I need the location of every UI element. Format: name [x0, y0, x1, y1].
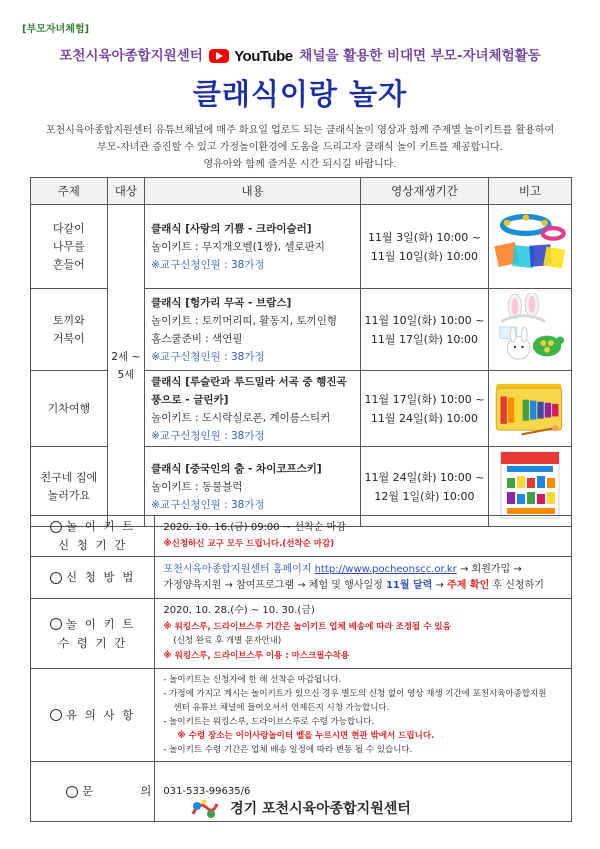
subject-line: 나무를 [52, 239, 85, 253]
col-header-note: 비고 [488, 178, 571, 205]
header-line [0, 44, 600, 65]
contact-value: 031-533-99635/6 [155, 762, 572, 822]
page-title: 클래식이랑 놀자 [192, 77, 408, 111]
classic-title: 클래식 [중국인의 춤 - 차이코프스키] [151, 462, 322, 475]
subject-line: 흔들어 [52, 257, 85, 271]
apply-note: ※신청하신 교구 모두 드립니다.(선착순 마감) [163, 539, 335, 549]
caution-item: - 가정에 가지고 계시는 놀이키트가 있으신 경우 별도의 신청 없이 영상 재생 기간에 포천시육아종합지원 [163, 689, 547, 699]
home-prep: 홈스쿨준비 : 색연필 [151, 332, 243, 345]
period-start: 11월 17일(화) 10:00 ~ [364, 392, 485, 406]
caution-value [155, 669, 572, 762]
label-line: 신 청 방 법 [66, 570, 136, 584]
subject-line: 기차여행 [47, 401, 91, 415]
receive-date: 2020. 10. 28.(수) ~ 10. 30.(금) [163, 605, 315, 616]
label-line: 놀 이 키 트 [66, 519, 136, 533]
label-apply-period [31, 516, 155, 557]
center-logo-icon [189, 798, 219, 820]
subject-line: 다같이 [52, 221, 85, 235]
circle-bullet-icon [50, 521, 62, 533]
period-end: 12월 1일(화) 10:00 [374, 489, 475, 503]
category-tag: [부모자녀체험] [22, 24, 90, 35]
caution-item: ※ 수령 장소는 어이사랑놀이터 벨을 누르시면 현관 밖에서 드립니다. [177, 731, 435, 741]
caution-item: 센터 유튜브 채널에 들어오셔서 언제든지 시청 가능합니다. [173, 703, 390, 713]
kit-items: 놀이키트 : 동물블럭 [151, 480, 243, 493]
period-end: 11월 10일(화) 10:00 [370, 249, 479, 263]
youtube-wordmark: YouTube [234, 47, 293, 65]
label-line: 놀 이 키 트 [66, 616, 136, 631]
footer [0, 798, 600, 820]
program-table [30, 177, 572, 527]
classic-title: 클래식 [루슬란과 루드밀라 서곡 중 행진곡 풍으로 - 글린카] [151, 375, 347, 406]
method-arrow: → [432, 579, 448, 591]
label-caution [31, 669, 155, 762]
intro-text [30, 122, 570, 173]
table-header-row [31, 178, 572, 205]
info-row [31, 516, 572, 557]
label-line: 문 의 [81, 784, 154, 798]
subject-cell [31, 289, 108, 371]
label-line: 수 령 기 간 [58, 635, 128, 650]
period-cell [361, 289, 489, 371]
period-end: 11월 17일(화) 10:00 [370, 332, 479, 346]
period-start: 11월 24일(화) 10:00 ~ [364, 470, 485, 484]
info-row [31, 599, 572, 669]
receive-note: (신청 완료 후 개별 문자안내) [173, 636, 282, 646]
youtube-play-icon [209, 49, 229, 63]
content-cell [145, 205, 361, 289]
homepage-link[interactable]: http://www.pocheonscc.or.kr [314, 563, 457, 575]
subject-line: 놀러가요 [47, 488, 91, 502]
col-header-content: 내용 [145, 178, 361, 205]
header-desc: 채널을 활용한 비대면 부모-자녀체험활동 [299, 48, 541, 64]
applicant-count: ※교구신청인원 : 38가정 [151, 258, 265, 271]
intro-line: 영유아와 함께 즐거운 시간 되시길 바랍니다. [203, 159, 397, 170]
subject-cell [31, 371, 108, 447]
note-cell [488, 371, 571, 447]
info-table [30, 515, 572, 822]
classic-title: 클래식 [헝가리 무곡 - 브람스] [151, 296, 292, 309]
method-confirm: 주제 확인 [447, 579, 490, 591]
target-age-cell [107, 205, 144, 527]
youtube-logo [209, 48, 292, 65]
rabbit-turtle-image [490, 293, 570, 363]
intro-line: 부모-자녀관 증진할 수 있고 가정놀이환경에 도움을 드리고자 클래식 놀이 키트를 제공합니다. [97, 142, 503, 153]
applicant-count: ※교구신청인원 : 38가정 [151, 350, 265, 363]
circle-bullet-icon [50, 572, 62, 584]
subject-cell [31, 205, 108, 289]
info-row [31, 669, 572, 762]
method-step: → 회원가입 → [456, 563, 522, 575]
period-cell [361, 205, 489, 289]
content-cell [145, 371, 361, 447]
subject-line: 친구네 집에 [40, 470, 98, 484]
apply-date: 2020. 10. 16.(금) 09:00 ~ 선착순 마감 [163, 522, 346, 533]
label-line: 유 의 사 항 [66, 707, 136, 722]
note-cell [488, 205, 571, 289]
kit-items: 놀이키트 : 토끼머리띠, 활동지, 토끼인형 [151, 314, 337, 327]
xylophone-image [490, 372, 570, 442]
applicant-count: ※교구신청인원 : 38가정 [151, 498, 265, 511]
col-header-period: 영상재생기간 [361, 178, 489, 205]
info-row [31, 557, 572, 599]
receive-note: ※ 워킹스루, 드라이브스루 기간은 놀이키트 업체 배송에 따라 조정될 수 있음 [163, 622, 451, 632]
caution-item: - 놀이키트는 신청자에 한 해 선착순 마감됩니다. [163, 675, 342, 685]
applicant-count: ※교구신청인원 : 38가정 [151, 429, 265, 442]
kit-items: 놀이키트 : 도시락실로폰, 계이름스티커 [151, 411, 331, 424]
animal-blocks-box-image [490, 450, 570, 520]
classic-title: 클래식 [사랑의 기쁨 - 크라이슬러] [151, 222, 312, 235]
period-start: 11월 10일(화) 10:00 ~ [364, 313, 485, 327]
label-method [31, 557, 155, 599]
intro-line: 포천시육아종합지원센터 유튜브채널에 매주 화요일 업로드 되는 클래식놀이 영상과 함께 주제별 놀이키트를 활용하여 [45, 125, 555, 136]
period-start: 11월 3일(화) 10:00 ~ [368, 230, 481, 244]
subject-line: 토끼와 [52, 313, 85, 327]
subject-line: 거북이 [52, 331, 85, 345]
receive-value [155, 599, 572, 669]
col-header-subject: 주제 [31, 178, 108, 205]
method-value [155, 557, 572, 599]
table-row [31, 205, 572, 289]
receive-note: ※ 워킹스루, 드라이브스루 이용 : 마스크필수착용 [163, 651, 350, 661]
label-receive-period [31, 599, 155, 669]
header-org: 포천시육아종합지원센터 [59, 48, 203, 64]
caution-item: - 놀이키트는 워킹스루, 드라이브스루로 수령 가능합니다. [163, 717, 375, 727]
content-cell [145, 289, 361, 371]
method-end: 후 신청하기 [489, 579, 544, 591]
caution-item: - 놀이키트 수령 기간은 업체 배송 일정에 따라 변동 될 수 있습니다. [163, 745, 413, 755]
method-month: 11월 달력 [385, 579, 433, 591]
tambourine-cellophane-image [490, 210, 570, 280]
period-cell [361, 371, 489, 447]
circle-bullet-icon [50, 709, 62, 721]
circle-bullet-icon [50, 618, 62, 630]
method-homepage: 포천시육아종합지원센터 홈페이지 [163, 563, 315, 575]
apply-period-value [155, 516, 572, 557]
col-header-target: 대상 [107, 178, 144, 205]
footer-org-name: 경기 포천시육아종합지원센터 [230, 801, 411, 817]
age-line: 2세 ~ [111, 350, 141, 363]
method-path: 가정양육지원 → 참여프로그램 → 체험 및 행사일정 [163, 579, 386, 591]
age-line: 5세 [117, 368, 135, 381]
period-end: 11월 24일(화) 10:00 [370, 411, 479, 425]
kit-items: 놀이키트 : 무지개오벨(1쌍), 셀로판지 [151, 240, 325, 253]
note-cell [488, 289, 571, 371]
circle-bullet-icon [66, 786, 78, 798]
label-line: 신 청 기 간 [58, 538, 128, 552]
